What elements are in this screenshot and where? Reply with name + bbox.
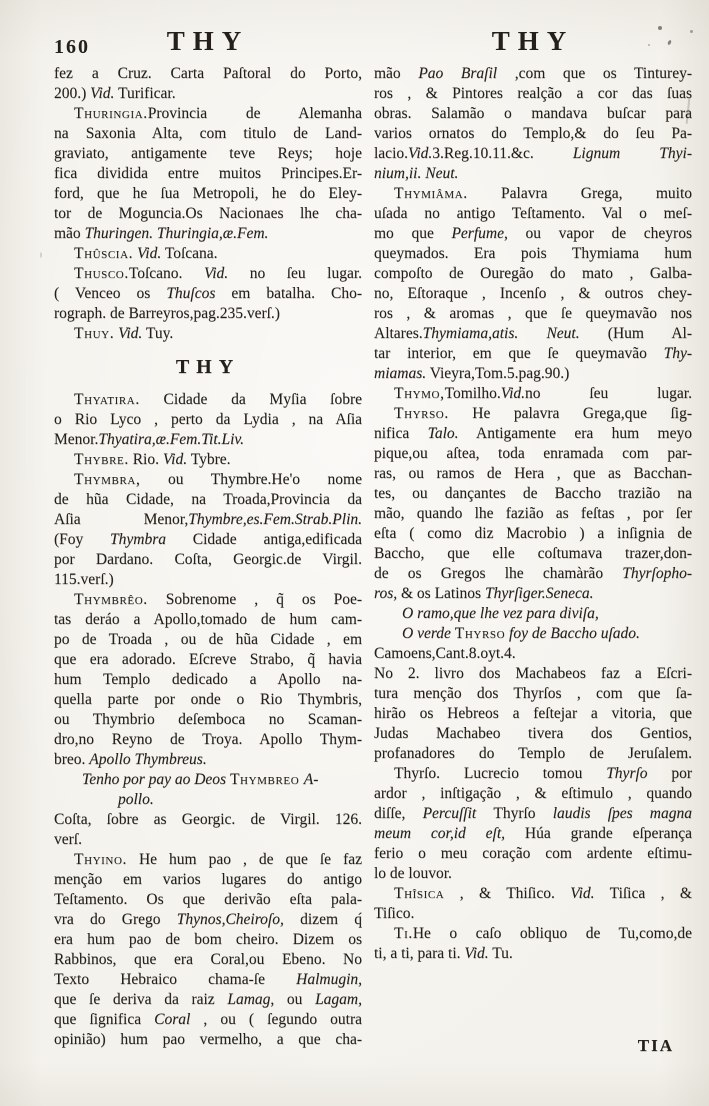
text-line: graviato, antigamente teve Reys; hoje xyxy=(54,145,362,162)
text-line: meum cor,id eſt, Húa grande eſperança xyxy=(374,825,692,842)
text-line: diſſe, Percuſſit Thyrſo laudis ſpes magna xyxy=(374,805,693,822)
text-line: eſta ( como diz Macrobio ) a inſignia de xyxy=(374,525,692,542)
text-line: de os Gregos lhe chamàrão Thyrſopho- xyxy=(374,565,692,582)
text-line: pique,ou aſtea, toda enramada com par- xyxy=(374,445,692,462)
text-line: tor de Moguncia.Os Nacionaes lhe cha- xyxy=(54,205,362,222)
section-heading: THY xyxy=(175,356,241,378)
text-line: Thûscia. Vid. Toſcana. xyxy=(74,245,218,262)
text-line: no, Eſtoraque , Incenſo , & outros chey- xyxy=(374,285,692,302)
left-column xyxy=(54,64,362,1050)
text-line: ( Venceo os Thuſcos em batalha. Cho- xyxy=(54,285,362,302)
text-line: mão Thuringen. Thuringia,æ.Fem. xyxy=(54,225,269,242)
text-line: Ti.He o caſo obliquo de Tu,como,de xyxy=(394,925,692,942)
text-line: pollo. xyxy=(118,791,154,808)
text-line: Coſta, ſobre as Georgic. de Virgil. 126. xyxy=(54,811,362,828)
text-line: ros , & Pintores realção a cor das ſuas xyxy=(374,85,692,102)
text-line: era hum pao de bom cheiro. Dizem os xyxy=(54,931,362,948)
text-line: O verde Thyrſo foy de Baccho uſado. xyxy=(402,625,640,642)
text-line: Thyatira. Cidade da Myſia ſobre xyxy=(74,391,362,408)
text-line: por Dardano. Coſta, Georgic.de Virgil. xyxy=(54,551,362,568)
text-line: Tiſico. xyxy=(374,905,415,922)
text-line: ou Thymbrio deſemboca no Scaman- xyxy=(54,711,362,728)
text-line: Judas Machabeo tivera dos Gentios, xyxy=(374,725,692,742)
text-line: vra do Grego Thynos,Cheiroſo, dizem q́ xyxy=(54,911,363,928)
text-line: tura menção dos Thyrſos , com que ſa- xyxy=(374,685,692,702)
text-line: lacio.Vid.3.Reg.10.11.&c. Lignum Thyi- xyxy=(374,145,692,162)
text-line: queymados. Era pois Thymiama hum xyxy=(374,245,692,262)
ink-speck xyxy=(648,44,650,46)
text-line: nifica Talo. Antigamente era hum meyo xyxy=(374,425,692,442)
text-line: ti, a ti, para ti. Vid. Tu. xyxy=(374,945,513,962)
ink-speck xyxy=(690,30,693,33)
text-line: mão Pao Braſil ,com que os Tinturey- xyxy=(374,65,692,82)
text-line: No 2. livro dos Machabeos faz a Eſcri- xyxy=(374,665,692,682)
text-line: menção em varios lugares do antigo xyxy=(54,871,362,888)
text-line: ferio o meu coração com ardente eſtimu- xyxy=(374,845,692,862)
text-line: tes, ou dançantes de Baccho trazião na xyxy=(374,485,692,502)
text-line: ras, ou ramos de Hera , que as Bacchan- xyxy=(374,465,692,482)
text-line: O ramo,que lhe vez para diviſa, xyxy=(402,605,599,622)
text-line: nium,ii. Neut. xyxy=(374,165,459,182)
text-line: Thymbrêo. Sobrenome , q̃ os Poe- xyxy=(74,591,362,608)
text-line: Menor.Thyatira,æ.Fem.Tit.Liv. xyxy=(54,431,245,448)
text-line: rograph. de Barreyros,pag.235.verſ.) xyxy=(54,305,280,322)
text-line: ford, que he ſua Metropoli, he do Eley- xyxy=(54,185,362,202)
text-line: fica dividida entre muitos Principes.Er- xyxy=(54,165,362,182)
text-line: obras. Salamão o mandava buſcar para xyxy=(374,105,692,122)
text-line: Baccho, que elle coſtumava trazer,don- xyxy=(374,545,692,562)
running-title-left: THY xyxy=(166,26,250,56)
text-line: Thyrso. He palavra Grega,que ſig- xyxy=(394,405,692,422)
text-line: compoſto de Ouregão do mato , Galba- xyxy=(374,265,692,282)
text-line: ros, & os Latinos Thyrſiger.Seneca. xyxy=(374,585,594,602)
text-line: Tenho por pay ao Deos Thymbreo A- xyxy=(82,771,319,788)
text-line: miamas. Vieyra,Tom.5.pag.90.) xyxy=(374,365,570,382)
running-title-right: THY xyxy=(491,26,575,56)
text-line: na Saxonia Alta, com titulo de Land- xyxy=(54,125,362,142)
catchword: TIA xyxy=(637,1036,674,1055)
text-line: Altares.Thymiama,atis. Neut. (Hum Al- xyxy=(374,325,692,342)
text-line: Thusco.Toſcano. Vid. no ſeu lugar. xyxy=(74,265,363,282)
text-line: que ſe deriva da raiz Lamag, ou Lagam, xyxy=(54,991,363,1008)
text-line: Thuringia.Provincia de Alemanha xyxy=(74,105,362,122)
text-line: mão, quando lhe fazião as feſtas , por ſer xyxy=(374,505,692,522)
text-line: Teſtamento. Os que derivão eſta pala- xyxy=(54,891,362,908)
text-line: lo de louvor. xyxy=(374,865,452,882)
text-line: Aſia Menor,Thymbre,es.Fem.Strab.Plin. xyxy=(54,511,362,528)
text-line: ardor , inſtigação , & eſtimulo , quando xyxy=(374,785,692,802)
text-line: Texto Hebraico chama-ſe Halmugin, xyxy=(54,971,362,988)
right-column xyxy=(374,64,692,964)
text-line: hum Templo dedicado a Apollo na- xyxy=(54,671,362,688)
text-line: Thuy. Vid. Tuy. xyxy=(74,325,174,342)
text-line: verſ. xyxy=(54,831,82,848)
text-line: Thyino. He hum pao , de que ſe faz xyxy=(74,851,362,868)
text-line: ros , & aromas , que ſe queymavão nos xyxy=(374,305,692,322)
text-line: tas deráo a Apollo,tomado de hum cam- xyxy=(54,611,362,628)
text-line: que era adorado. Eſcreve Strabo, q̃ havia xyxy=(54,651,362,668)
text-line: uſada no antigo Teſtamento. Val o meſ- xyxy=(374,205,692,222)
text-line: Thîsica , & Thiſico. Vid. Tiſica , & xyxy=(394,885,692,902)
text-line: o Rio Lyco , perto da Lydia , na Aſia xyxy=(54,411,362,428)
text-line: hirão os Hebreos a feſtejar a vitoria, que xyxy=(374,705,692,722)
text-line: quella parte por onde o Rio Thymbris, xyxy=(54,691,362,708)
ink-speck xyxy=(658,26,662,30)
text-line: varios ornatos do Templo,& do ſeu Pa- xyxy=(374,125,692,142)
text-line: mo que Perfume, ou vapor de cheyros xyxy=(374,225,692,242)
text-line: opinião) hum pao vermelho, a que cha- xyxy=(54,1031,362,1048)
text-line: de hũa Cidade, na Troada,Provincia da xyxy=(54,491,362,508)
text-line: Thymo,Tomilho.Vid.no ſeu lugar. xyxy=(394,385,692,402)
page-number: 160 xyxy=(54,36,90,58)
text-line: fez a Cruz. Carta Paſtoral do Porto, xyxy=(54,65,362,82)
text-line: Thymbra, ou Thymbre.He'o nome xyxy=(74,471,362,488)
text-line: Camoens,Cant.8.oyt.4. xyxy=(374,645,516,662)
text-line: profanadores do Templo de Jeruſalem. xyxy=(374,745,692,762)
text-line: Thyrſo. Lucrecio tomou Thyrſo por xyxy=(394,765,693,782)
text-line: (Foy Thymbra Cidade antiga,edificada xyxy=(54,531,362,548)
text-line: breo. Apollo Thymbreus. xyxy=(54,751,207,768)
text-line: 115.verſ.) xyxy=(54,571,114,588)
text-line: que ſignifica Coral , ou ( ſegundo outra xyxy=(54,1011,362,1028)
text-line: 200.) Vid. Turificar. xyxy=(54,85,176,102)
text-line: Thybre. Rio. Vid. Tybre. xyxy=(74,451,231,468)
ink-speck xyxy=(40,252,42,258)
text-line: Thymiâma. Palavra Grega, muito xyxy=(394,185,692,202)
text-line: po de Troada , ou de hũa Cidade , em xyxy=(54,631,362,648)
text-line: Rabbinos, que era Coral,ou Ebeno. No xyxy=(54,951,362,968)
text-line: dro,no Reyno de Troya. Apollo Thym- xyxy=(54,731,362,748)
text-line: tar interior, em que ſe queymavão Thy- xyxy=(374,345,692,362)
